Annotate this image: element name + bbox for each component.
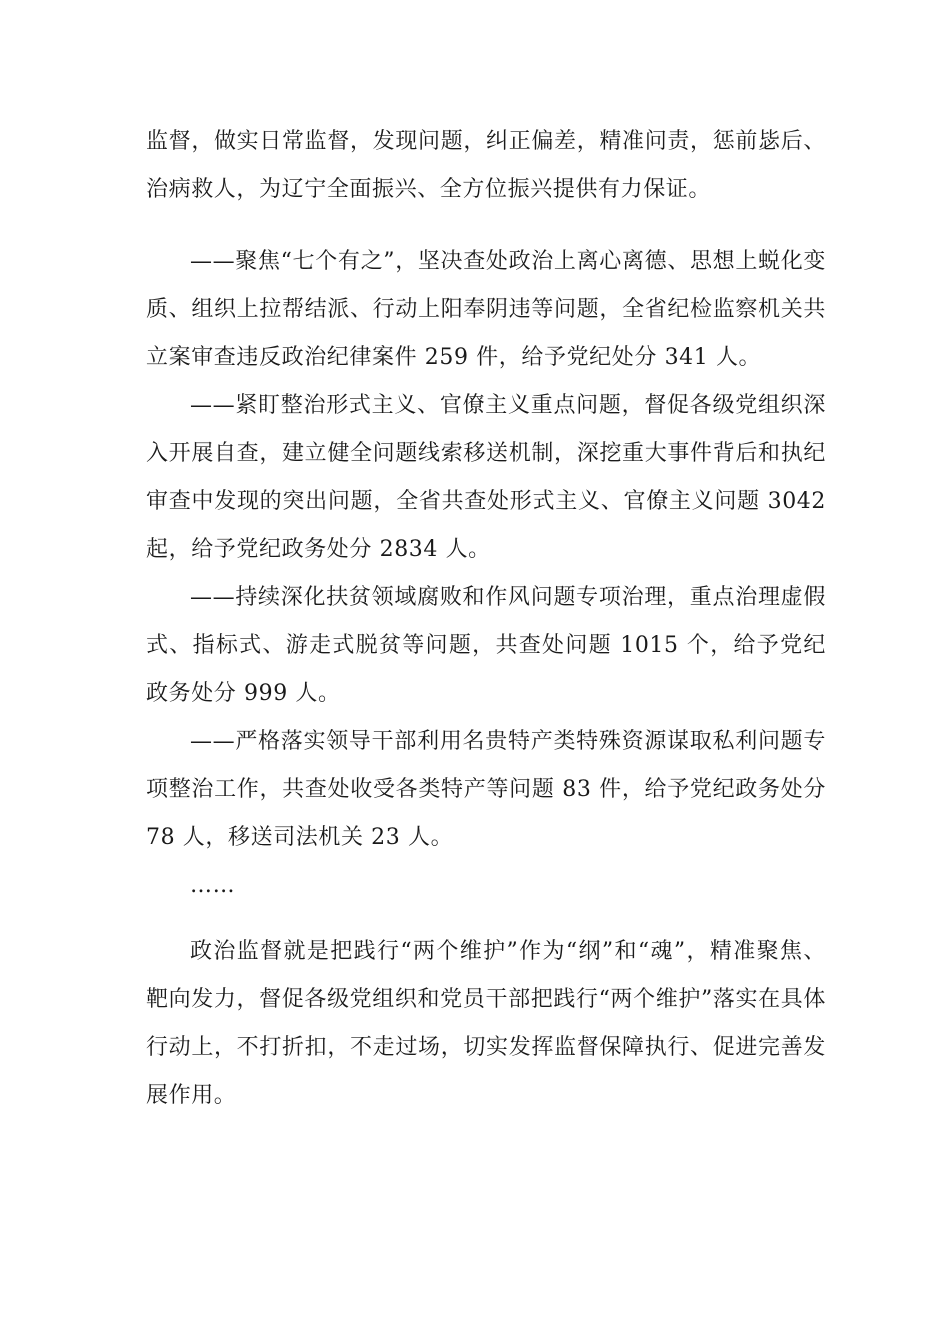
paragraph-special-products: ——严格落实领导干部利用名贵特产类特殊资源谋取私利问题专项整治工作，共查处收受各类特产等问题 83 件，给予党纪政务处分 78 人，移送司法机关 23 人。	[146, 729, 826, 850]
paragraph-poverty-alleviation: ——持续深化扶贫领域腐败和作风问题专项治理，重点治理虚假式、指标式、游走式脱贫等问题，共查处问题 1015 个，给予党纪政务处分 999 人。	[146, 585, 826, 706]
document-body	[146, 118, 826, 1120]
paragraph-political-discipline: ——聚焦“七个有之”，坚决查处政治上离心离德、思想上蜕化变质、组织上拉帮结派、行动上阳奉阴违等问题，全省纪检监察机关共立案审查违反政治纪律案件 259 件，给予党纪处分 341 人。	[146, 249, 826, 370]
paragraph-formalism-bureaucracy: ——紧盯整治形式主义、官僚主义重点问题，督促各级党组织深入开展自查，建立健全问题线索移送机制，深挖重大事件背后和执纪审查中发现的突出问题，全省共查处形式主义、官僚主义问题 3042 起，给予党纪政务处分 2834 人。	[146, 393, 826, 562]
paragraph-continuation: 监督，做实日常监督，发现问题，纠正偏差，精准问责，惩前毖后、治病救人，为辽宁全面振兴、全方位振兴提供有力保证。	[146, 129, 826, 202]
paragraph-ellipsis: ……	[190, 873, 236, 898]
paragraph-political-supervision: 政治监督就是把践行“两个维护”作为“纲”和“魂”，精准聚焦、靶向发力，督促各级党组织和党员干部把践行“两个维护”落实在具体行动上，不打折扣，不走过场，切实发挥监督保障执行、促进完善发展作用。	[146, 939, 826, 1108]
